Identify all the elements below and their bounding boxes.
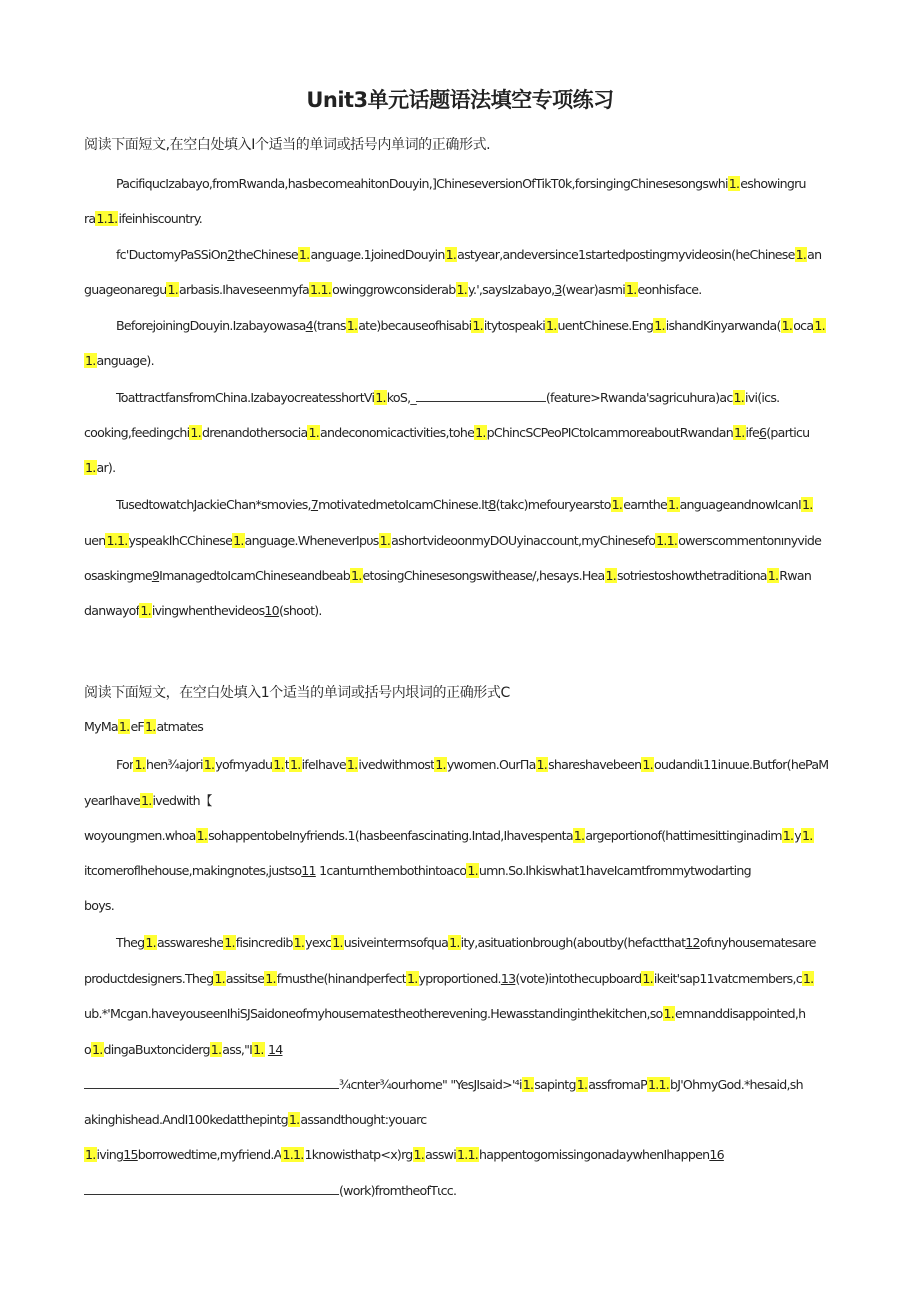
text-segment: danwayof	[84, 603, 140, 618]
highlight-mark: 1.	[734, 425, 745, 440]
text-segment: ivedwith【	[152, 793, 212, 808]
highlight-mark: 1.1.	[647, 1077, 669, 1092]
text-segment: fc'DuctomyPaSSiOn	[116, 247, 228, 262]
text-segment: dingaBuxtonciderg	[103, 1042, 210, 1057]
text-segment: ife	[745, 425, 759, 440]
text-segment: MyMa	[84, 719, 118, 734]
highlight-mark: 1.	[767, 568, 779, 583]
text-segment: itytospeaki	[483, 318, 545, 333]
passage2-line	[116, 752, 828, 778]
text-segment: ass,"I	[222, 1042, 253, 1057]
page-title: Unit3单元话题语法填空专项练习	[306, 88, 614, 112]
highlight-mark: 1.	[467, 863, 478, 878]
highlight-mark: 1.	[801, 497, 813, 512]
highlight-mark: 1.	[536, 757, 548, 772]
highlight-mark: 1.	[802, 828, 813, 843]
passage1-line	[116, 492, 813, 518]
text-segment: owerscommentonınyvide	[678, 533, 822, 548]
text-segment: oudandiι11inuue.Butfor(hePaM	[653, 757, 829, 772]
highlight-mark: 1.	[288, 1112, 300, 1127]
highlight-mark: 1.	[605, 568, 617, 583]
text-segment: pChincSCPeoPICtoIcammoreaboutRwandan	[486, 425, 733, 440]
question-number: 15	[123, 1147, 138, 1162]
highlight-mark: 1.	[475, 425, 486, 440]
text-segment: astyear,andeversince1startedpostingmyvideosin(heChinese	[457, 247, 795, 262]
highlight-mark: 1.	[654, 318, 665, 333]
highlight-mark: 1.	[663, 1006, 675, 1021]
passage2-line	[84, 1037, 282, 1063]
text-segment: motivatedmetoIcamChinese.It	[318, 497, 489, 512]
text-segment: emnanddisappointed,h	[675, 1006, 806, 1021]
text-segment: borrowedtime,myfriend.A	[137, 1147, 282, 1162]
text-segment: ra	[84, 211, 96, 226]
highlight-mark: 1.	[642, 757, 653, 772]
highlight-mark: 1.	[196, 828, 208, 843]
highlight-mark: 1.	[140, 793, 152, 808]
text-segment: ofιnyhousematesare	[699, 935, 816, 950]
text-segment: ImanagedtoIcamChineseandbeab	[159, 568, 350, 583]
passage2-subtitle	[84, 714, 203, 740]
text-segment: ¾cnter¾ourhome" "YesJIsaid>'⁴i	[339, 1077, 522, 1092]
highlight-mark: 1.	[85, 1147, 96, 1162]
highlight-mark: 1.	[728, 176, 740, 191]
text-segment: atmates	[156, 719, 204, 734]
text-segment: ifeinhiscountry.	[118, 211, 203, 226]
highlight-mark: 1.	[456, 282, 468, 297]
text-segment: (wear)asmi	[561, 282, 625, 297]
highlight-mark: 1.	[472, 318, 483, 333]
text-segment: yspeakIhCChinese	[128, 533, 233, 548]
text-segment: ashortvideoonmyDOUyinaccount,myChinesefo	[391, 533, 656, 548]
text-segment: ate)becauseofhisabi	[358, 318, 472, 333]
question-number: 7	[310, 497, 319, 512]
text-segment: andeconomicactivities,tohe	[320, 425, 475, 440]
highlight-mark: 1.	[795, 247, 807, 262]
passage1-line	[84, 455, 115, 481]
text-segment: PacifiqucIzabayo,fromRwanda,hasbecomeahitonDouyin,]ChineseversionOfTikT0k,forsingingChinesesongswhi	[116, 176, 728, 191]
answer-blank	[84, 1076, 339, 1089]
highlight-mark: 1.1.	[656, 533, 678, 548]
passage1-line	[116, 242, 821, 268]
text-segment: usiveintermsofqua	[343, 935, 449, 950]
text-segment: woyoungmen.whoa	[84, 828, 196, 843]
passage1-line	[116, 385, 779, 411]
highlight-mark: 1.	[733, 390, 745, 405]
text-segment: theChinese	[234, 247, 298, 262]
text-segment: ivedwithmost	[358, 757, 435, 772]
text-segment: asswareshe	[156, 935, 224, 950]
text-segment: Rwan	[779, 568, 812, 583]
text-segment: assfromaP	[588, 1077, 647, 1092]
passage1-line	[84, 420, 809, 446]
passage2-line	[84, 1142, 724, 1168]
text-segment: For	[116, 757, 134, 772]
highlight-mark: 1.	[332, 935, 343, 950]
passage2-line	[116, 930, 816, 956]
text-segment: happentogomissingonadaywhenIhappen	[479, 1147, 710, 1162]
question-number: 3	[554, 282, 562, 297]
text-segment: sohappentobeInyfriends.1(hasbeenfascinating.Intad,Ihavespenta	[208, 828, 573, 843]
highlight-mark: 1.	[346, 757, 358, 772]
text-segment: ywomen.OurΠa	[446, 757, 536, 772]
question-number: 2	[227, 247, 235, 262]
text-segment: yproportioned.	[418, 971, 501, 986]
text-segment: umn.So.Ihkiswhat1haveIcamtfrommytwodarting	[478, 863, 751, 878]
highlight-mark: 1.	[546, 318, 557, 333]
text-segment: ivi(ics.	[745, 390, 780, 405]
text-segment: drenandothersocia	[201, 425, 308, 440]
highlight-mark: 1.	[214, 971, 225, 986]
text-segment: etosingChinesesongswithease/,hesays.Hea	[362, 568, 605, 583]
text-segment: itcomeroflhehouse,makingnotes,justso	[84, 863, 302, 878]
highlight-mark: 1.	[449, 935, 460, 950]
text-segment: anguageandnowIcanI	[679, 497, 801, 512]
text-segment: ar).	[96, 460, 116, 475]
passage1-line	[84, 598, 322, 624]
highlight-mark: 1.	[167, 282, 178, 297]
passage2-line	[84, 858, 751, 884]
text-segment: anguage.1joinedDouyin	[310, 247, 445, 262]
text-segment: koS,_	[386, 390, 416, 405]
passage2-instruction: 阅读下面短文，在空白处填入1个适当的单词或括号内垠词的正确形式C	[84, 685, 510, 701]
text-segment: uentChinese.Eng	[557, 318, 654, 333]
question-number: 8	[488, 497, 496, 512]
highlight-mark: 1.	[210, 1042, 222, 1057]
highlight-mark: 1.	[346, 318, 358, 333]
text-segment: ishandKinyarwanda(	[665, 318, 781, 333]
text-segment: bJ'OhmyGod.*hesaid,sh	[669, 1077, 803, 1092]
highlight-mark: 1.	[522, 1077, 534, 1092]
text-segment: iving	[96, 1147, 124, 1162]
highlight-mark: 1.1.	[456, 1147, 478, 1162]
highlight-mark: 1.	[233, 533, 244, 548]
highlight-mark: 1.	[290, 757, 301, 772]
passage1-line	[84, 206, 202, 232]
text-segment: argeportionof(hattimesittinginadim	[585, 828, 782, 843]
highlight-mark: 1.	[642, 971, 653, 986]
text-segment: assitse	[225, 971, 265, 986]
highlight-mark: 1.	[203, 757, 215, 772]
question-number: 6	[758, 425, 767, 440]
question-number: 14	[267, 1042, 283, 1057]
highlight-mark: 1.	[413, 1147, 425, 1162]
highlight-mark: 1.	[190, 425, 201, 440]
highlight-mark: 1.	[445, 247, 457, 262]
text-segment: akinghishead.AndI100kedatthepintg	[84, 1112, 288, 1127]
highlight-mark: 1.	[379, 533, 391, 548]
passage1-line	[84, 348, 154, 374]
question-number: 11	[301, 863, 316, 878]
highlight-mark: 1.	[576, 1077, 588, 1092]
highlight-mark: 1.	[91, 1042, 103, 1057]
text-segment: asswi	[425, 1147, 456, 1162]
text-segment: arbasis.Ihaveseenmyfa	[179, 282, 310, 297]
highlight-mark: 1.	[140, 603, 151, 618]
text-segment: shareshavebeen	[548, 757, 642, 772]
highlight-mark: 1.	[118, 719, 130, 734]
passage1-line	[84, 563, 811, 589]
text-segment: boys.	[84, 898, 114, 913]
passage1-instruction: 阅读下面短文,在空白处填入I个适当的单词或括号内单词的正确形式.	[84, 137, 491, 153]
text-segment: ub.*'Mcgan.haveyouseenIhiSJSaidoneofmyhousematestheotherevening.Hewasstandinginthekitchen,so	[84, 1006, 663, 1021]
passage2-line	[84, 1001, 805, 1027]
passage1-line	[84, 528, 821, 554]
highlight-mark: 1.	[224, 935, 235, 950]
highlight-mark: 1.1.	[282, 1147, 304, 1162]
answer-blank	[84, 1182, 339, 1195]
text-segment: (feature>Rwanda'sagricuhura)ac	[545, 390, 733, 405]
highlight-mark: 1.	[782, 828, 794, 843]
text-segment: (shoot).	[278, 603, 322, 618]
text-segment: fmusthe(hinandperfect	[276, 971, 406, 986]
text-segment: an	[807, 247, 822, 262]
highlight-mark: 1.	[265, 971, 276, 986]
passage2-line	[84, 1072, 803, 1098]
highlight-mark: 1.	[253, 1042, 264, 1057]
text-segment: fisincredib	[235, 935, 293, 950]
text-segment: yexc	[305, 935, 332, 950]
question-number: 16	[709, 1147, 724, 1162]
text-segment: 1knowisthatp<x)rg	[304, 1147, 413, 1162]
passage2-line	[84, 893, 114, 919]
text-segment: ToattractfansfromChina.IzabayocreatesshortVi	[116, 390, 375, 405]
text-segment: anguage).	[96, 353, 154, 368]
question-number: 13	[500, 971, 516, 986]
passage1-line	[84, 277, 702, 303]
text-segment: yearIhave	[84, 793, 140, 808]
highlight-mark: 1.	[625, 282, 637, 297]
passage1-line	[116, 171, 806, 197]
text-segment: ifeIhave	[301, 757, 346, 772]
text-segment: sotriestoshowthetraditiona	[617, 568, 767, 583]
passage2-line	[84, 1107, 426, 1133]
text-segment: productdesigners.Theg	[84, 971, 214, 986]
passage2-line	[84, 788, 212, 814]
text-segment: guageonaregu	[84, 282, 167, 297]
passage1-line	[116, 313, 826, 339]
highlight-mark: 1.	[406, 971, 418, 986]
text-segment: (takc)mefouryearsto	[495, 497, 611, 512]
text-segment: ivingwhenthevideos	[151, 603, 265, 618]
text-segment: (work)fromtheofTιcc.	[339, 1183, 457, 1198]
highlight-mark: 1.	[134, 757, 145, 772]
highlight-mark: 1.	[273, 757, 284, 772]
text-segment: TusedtowatchJackieChan*smovies,	[116, 497, 311, 512]
text-segment: t	[284, 757, 290, 772]
highlight-mark: 1.	[668, 497, 679, 512]
highlight-mark: 1.	[435, 757, 446, 772]
text-segment: eonhisface.	[637, 282, 702, 297]
text-segment: sapintg	[534, 1077, 576, 1092]
text-segment: (vote)intothecupboard	[515, 971, 642, 986]
highlight-mark: 1.	[144, 719, 156, 734]
text-segment: anguage.WheneverIpυs	[244, 533, 379, 548]
passage2-line	[84, 1178, 456, 1204]
highlight-mark: 1.	[85, 353, 96, 368]
highlight-mark: 1.	[375, 390, 386, 405]
text-segment: y	[794, 828, 801, 843]
text-segment: 1canturnthembothintoaco	[315, 863, 467, 878]
highlight-mark: 1.	[573, 828, 585, 843]
question-number: 12	[685, 935, 700, 950]
highlight-mark: 1.	[781, 318, 793, 333]
highlight-mark: 1.	[308, 425, 320, 440]
text-segment: owinggrowconsiderab	[332, 282, 456, 297]
text-segment: oca	[793, 318, 814, 333]
highlight-mark: 1.	[293, 935, 305, 950]
text-segment: assandthought:youarc	[300, 1112, 427, 1127]
text-segment: osaskingme	[84, 568, 152, 583]
question-number: 10	[264, 603, 279, 618]
text-segment: Theg	[116, 935, 145, 950]
highlight-mark: 1.	[85, 460, 96, 475]
highlight-mark: 1.1.	[96, 211, 118, 226]
text-segment: (particu	[766, 425, 810, 440]
text-segment: yofmyadu	[215, 757, 273, 772]
highlight-mark: 1.1.	[310, 282, 332, 297]
passage2-line	[84, 966, 814, 992]
text-segment: earnthe	[623, 497, 668, 512]
highlight-mark: 1.	[802, 971, 814, 986]
text-segment: BeforejoiningDouyin.Izabayowasa	[116, 318, 306, 333]
answer-blank	[416, 389, 546, 402]
text-segment: eF	[130, 719, 144, 734]
highlight-mark: 1.1.	[106, 533, 128, 548]
text-segment: cooking,feedingchi	[84, 425, 190, 440]
question-number: 4	[305, 318, 313, 333]
highlight-mark: 1.	[145, 935, 156, 950]
text-segment: eshowingru	[740, 176, 806, 191]
highlight-mark: 1.	[350, 568, 362, 583]
highlight-mark: 1.	[611, 497, 623, 512]
text-segment: ikeit'sap11vatcmembers,c	[653, 971, 802, 986]
text-segment: (trans	[312, 318, 346, 333]
text-segment: ity,asituationbrough(aboutby(hefactthat	[460, 935, 686, 950]
text-segment: uen	[84, 533, 106, 548]
highlight-mark: 1.	[814, 318, 825, 333]
question-number: 9	[151, 568, 160, 583]
text-segment: y.',saysIzabayo,	[468, 282, 555, 297]
passage2-line	[84, 823, 814, 849]
text-segment: o	[84, 1042, 91, 1057]
highlight-mark: 1.	[298, 247, 310, 262]
text-segment: hen¾ajori	[145, 757, 203, 772]
